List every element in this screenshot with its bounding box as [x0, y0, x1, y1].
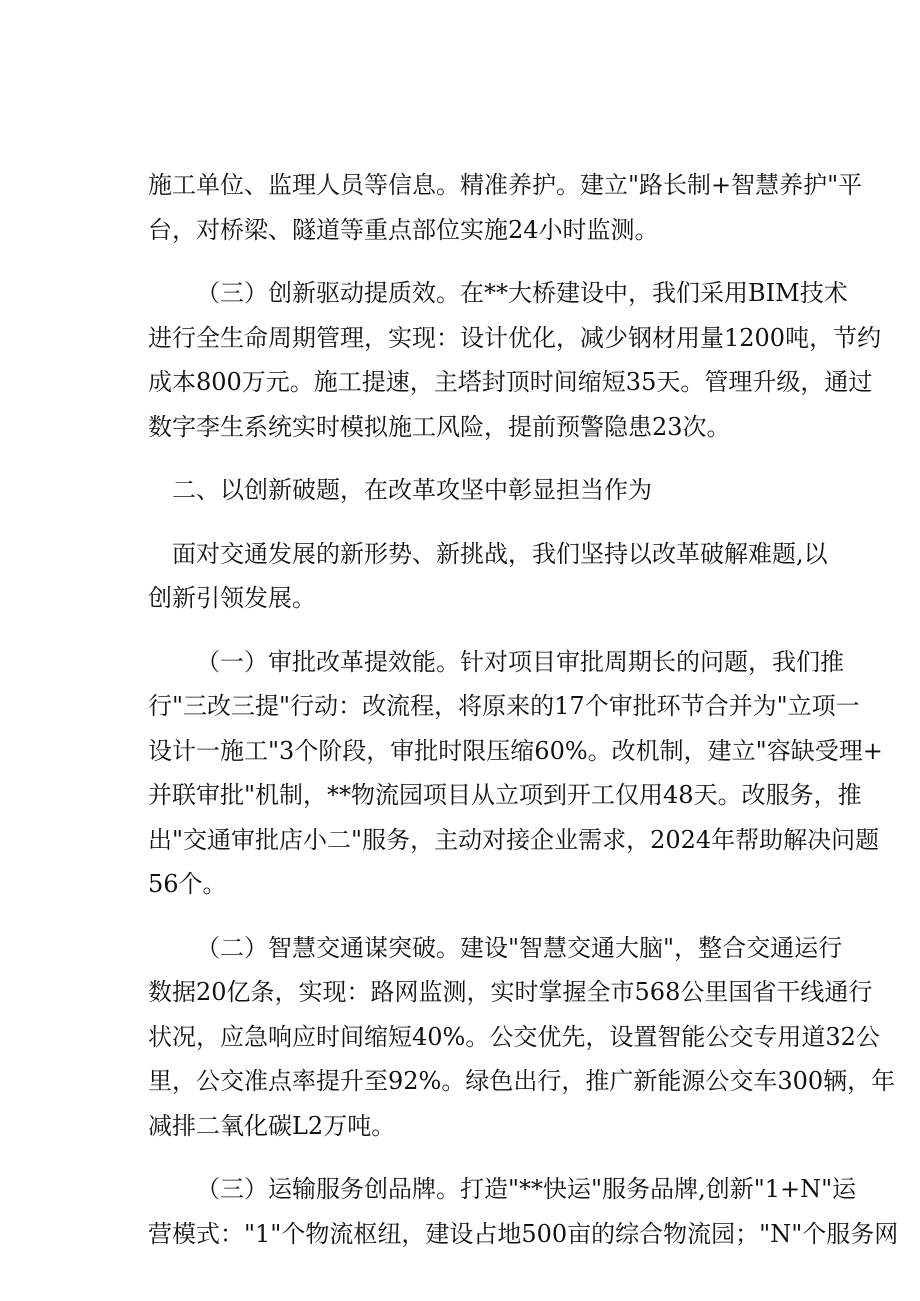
paragraph-transport-brand — [148, 1167, 899, 1256]
text-line: 进行全生命周期管理，实现：设计优化，减少钢材用量1200吨，节约 — [148, 323, 882, 352]
text-line: 成本800万元。施工提速，主塔封顶时间缩短35天。管理升级，通过 — [148, 368, 873, 396]
text-line: 数字李生系统实时模拟施工风险，提前预警隐患23次。 — [148, 412, 731, 441]
text-line: （三）创新驱动提质效。在**大桥建设中，我们采用BIM技术 — [196, 279, 848, 307]
text-line: （二）智慧交通谋突破。建设"智慧交通大脑"，整合交通运行 — [196, 933, 843, 962]
text-line: 行"三改三提"行动：改流程，将原来的17个审批环节合并为"立项一 — [148, 692, 860, 720]
text-line: 里，公交准点率提升至92%。绿色出行，推广新能源公交车300辆，年 — [148, 1067, 896, 1095]
text-line: 数据20亿条，实现：路网监测，实时掌握全市568公里国省干线通行 — [148, 978, 873, 1006]
text-line: 状况，应急响应时间缩短40%。公交优先，设置智能公交专用道32公 — [148, 1022, 880, 1051]
paragraph-approval-reform — [148, 640, 883, 907]
text-line: 56个。 — [148, 870, 227, 898]
text-line: 出"交通审批店小二"服务，主动对接企业需求，2024年帮助解决问题 — [148, 825, 880, 854]
paragraph-innovation-quality — [148, 271, 882, 449]
text-line: 台，对桥梁、隧道等重点部位实施24小时监测。 — [148, 215, 659, 244]
text-line: 设计一施工"3个阶段，审批时限压缩60%。改机制，建立"容缺受理+ — [148, 736, 883, 765]
paragraph-continuation — [148, 163, 863, 252]
text-line: 创新引领发展。 — [148, 584, 316, 612]
heading-line: 二、以创新破题，在改革攻坚中彰显担当作为 — [172, 476, 652, 504]
text-line: （三）运输服务创品牌。打造"**快运"服务品牌,创新"1+N"运 — [196, 1175, 857, 1203]
text-line: （一）审批改革提效能。针对项目审批周期长的问题，我们推 — [196, 647, 844, 676]
text-line: 施工单位、监理人员等信息。精准养护。建立"路长制+智慧养护"平 — [148, 171, 863, 199]
paragraph-intro — [148, 532, 828, 621]
text-line: 并联审批"机制，**物流园项目从立项到开工仅用48天。改服务，推 — [148, 781, 862, 809]
document-body — [148, 163, 899, 1275]
section-heading — [148, 468, 828, 513]
text-line: 营模式："1"个物流枢纽，建设占地500亩的综合物流园；"N"个服务网 — [148, 1219, 899, 1248]
text-line: 面对交通发展的新形势、新挑战，我们坚持以改革破解难题,以 — [172, 539, 828, 568]
text-line: 减排二氧化碳L2万吨。 — [148, 1111, 396, 1140]
paragraph-smart-transport — [148, 926, 896, 1149]
